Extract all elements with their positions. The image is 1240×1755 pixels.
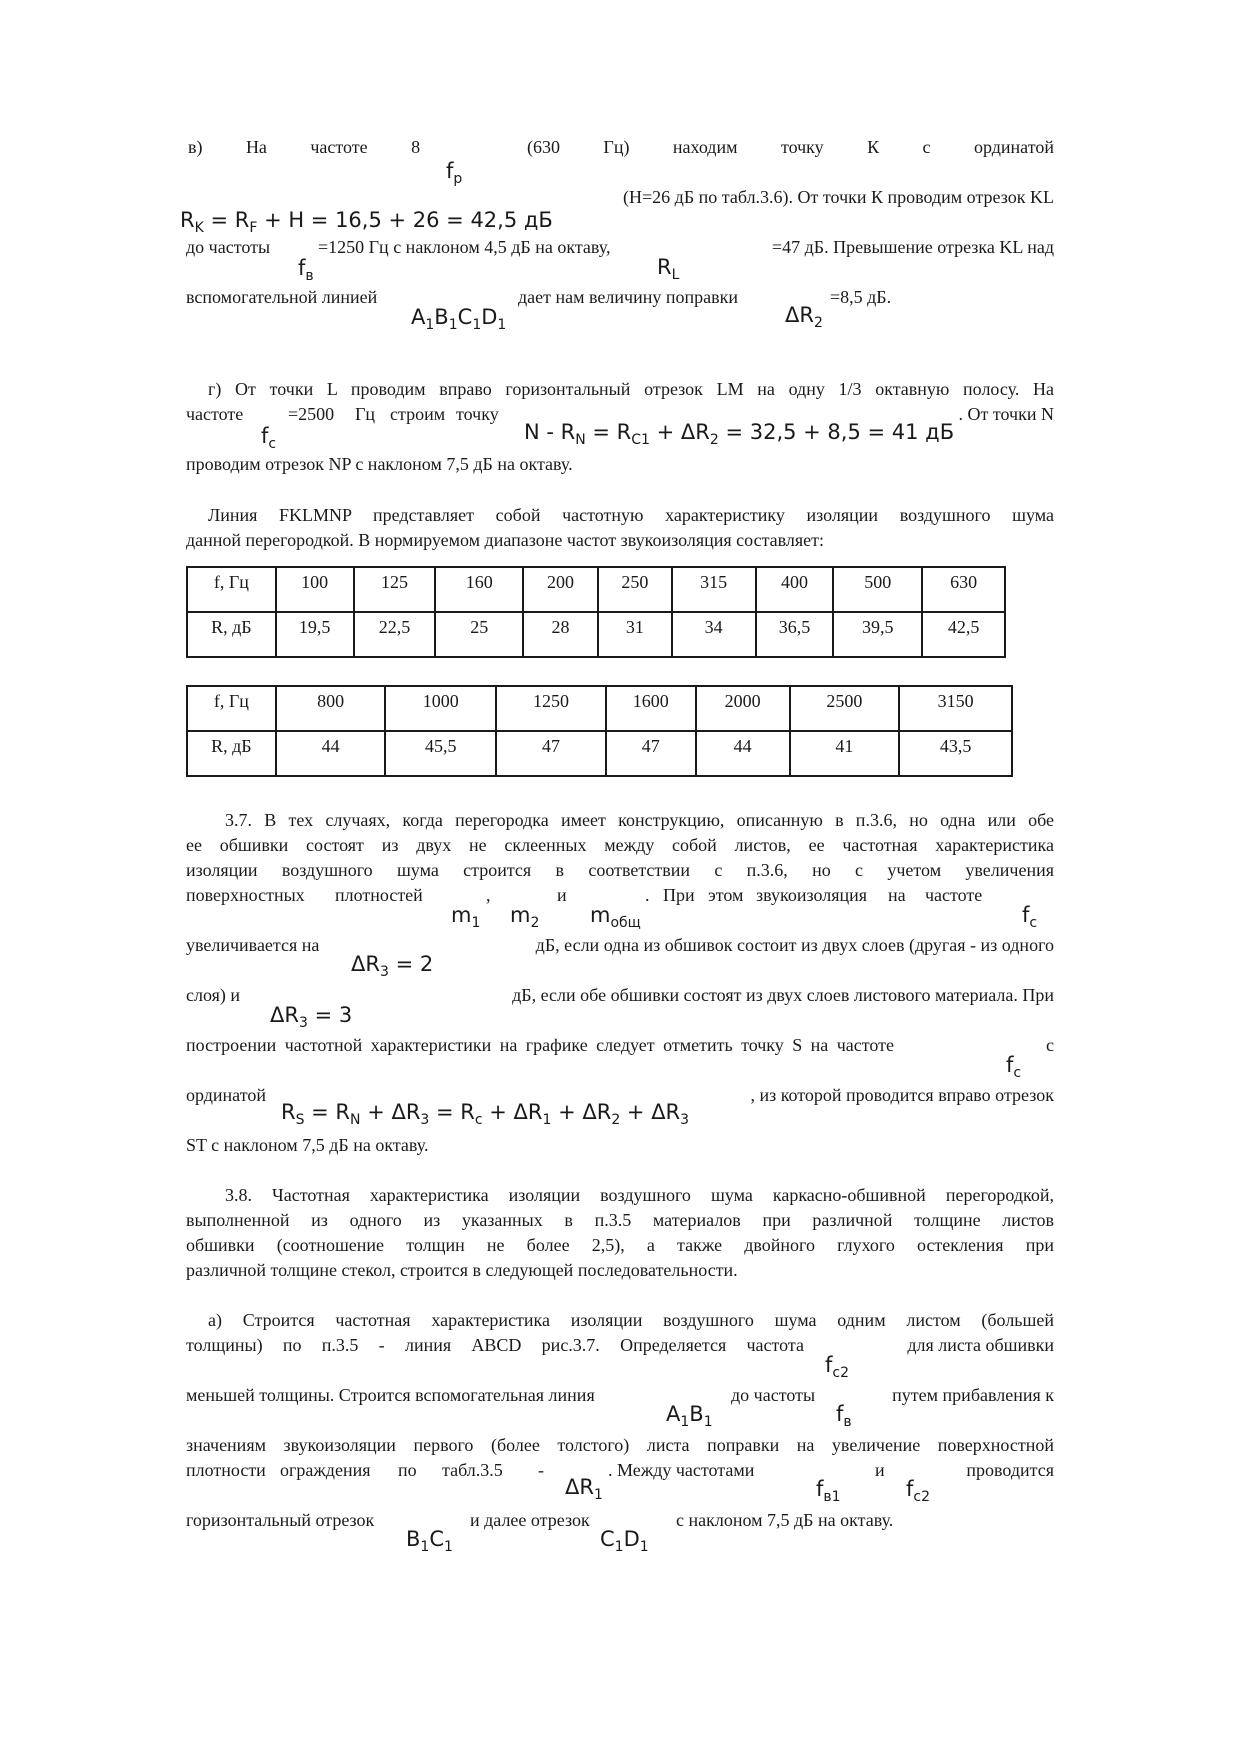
text: дает нам величину поправки [518, 287, 738, 307]
table-cell: 125 [354, 567, 436, 612]
table-cell: 42,5 [922, 612, 1005, 657]
word: поверхностных [186, 885, 305, 905]
table-cell: f, Гц [187, 686, 276, 731]
formula-rk: $R_K = R_F + H = 16,5 + 26 = 42,5$ дБ [180, 208, 553, 236]
word: ординатой [973, 137, 1054, 157]
para-v-line-1 [188, 135, 1054, 160]
para-g-line-3: проводим отрезок NP с наклоном 7,5 дБ на октаву. [186, 454, 573, 474]
word: с [922, 137, 931, 157]
formula-rl: $R_L$ [657, 255, 680, 283]
formula-b1c1: $B_1C_1$ [406, 1527, 453, 1555]
word: строим [390, 404, 446, 424]
text: путем прибавления к [892, 1385, 1054, 1405]
table-cell: f, Гц [187, 567, 276, 612]
formula-fc37: $f_c$ [1022, 903, 1038, 931]
text: до частоты [731, 1385, 816, 1405]
word: Гц) [603, 137, 630, 157]
word: частоте [925, 885, 983, 905]
text: увеличивается на [186, 935, 320, 955]
table-cell: 1000 [385, 686, 496, 731]
word: На [245, 137, 267, 157]
formula-fp: $f_р$ [446, 159, 463, 187]
word: =2500 [288, 404, 335, 424]
table-cell: 800 [276, 686, 386, 731]
word: этом [708, 885, 744, 905]
para-37-line-2: ее обшивки состоят из двух не склеенных между собой листов, ее частотная характеристика [186, 835, 1054, 855]
table-cell: R, дБ [187, 731, 276, 776]
word: точку [780, 137, 824, 157]
text: с [1046, 1035, 1054, 1055]
table-cell: 44 [276, 731, 386, 776]
word: плотности [186, 1460, 266, 1480]
table-row [187, 686, 1012, 731]
table-cell: 315 [672, 567, 756, 612]
text: , из которой проводится вправо отрезок [750, 1085, 1054, 1105]
table-cell: 44 [696, 731, 790, 776]
text: слоя) и [186, 985, 241, 1005]
para-38-line-1: 3.8. Частотная характеристика изоляции воздушного шума каркасно-обшивной перегородкой, [225, 1185, 1054, 1205]
table-cell: 19,5 [276, 612, 354, 657]
formula-fc: $f_c$ [261, 424, 277, 452]
formula-fc2b: $f_{c2}$ [906, 1477, 931, 1505]
word: , [486, 885, 491, 905]
formula-fc2: $f_{c2}$ [825, 1353, 850, 1381]
table-cell: 31 [598, 612, 672, 657]
text: меньшей толщины. Строится вспомогательная линия [186, 1385, 595, 1405]
para-g-line-1: г) От точки L проводим вправо горизонтальный отрезок LM на одну 1/3 октавную полосу. На [208, 379, 1054, 399]
formula-c1d1: $C_1D_1$ [600, 1527, 649, 1555]
text: =47 дБ. Превышение отрезка KL над [771, 237, 1054, 257]
word: на [888, 885, 906, 905]
word: 8 [411, 137, 421, 157]
text: вспомогательной линией [186, 287, 378, 307]
text: . От точки N [958, 404, 1054, 424]
formula-fv1: $f_{в1}$ [816, 1477, 841, 1505]
table-cell: 45,5 [385, 731, 496, 776]
formula-dr1: $\Delta R_1$ [565, 1475, 603, 1503]
table-2 [186, 685, 1013, 777]
text: . Между частотами [608, 1460, 755, 1480]
table-cell: 160 [435, 567, 523, 612]
para-37-line-9: ST с наклоном 7,5 дБ на октаву. [186, 1135, 429, 1155]
word: (630 [526, 137, 560, 157]
para-38-line-2: выполненной из одного из указанных в п.3.5 материалов при различной толщине листов [186, 1210, 1054, 1230]
word: находим [672, 137, 738, 157]
para-38-line-3: обшивки (соотношение толщин не более 2,5), а также двойного глухого остекления при [186, 1235, 1054, 1255]
word: ограждения [280, 1460, 371, 1480]
table-cell: 39,5 [833, 612, 922, 657]
formula-fv2: $f_в$ [836, 1402, 852, 1430]
table-row [187, 567, 1005, 612]
word: - [538, 1460, 544, 1480]
table-cell: 630 [922, 567, 1005, 612]
para-a-line-1: а) Строится частотная характеристика изоляции воздушного шума одним листом (большей [208, 1310, 1054, 1330]
text: ординатой [186, 1085, 266, 1105]
table-1 [186, 566, 1006, 658]
formula-fc37b: $f_c$ [1006, 1053, 1022, 1081]
text: дБ, если обе обшивки состоят из двух слоев листового материала. При [512, 985, 1054, 1005]
word: Гц [355, 404, 376, 424]
text: =8,5 дБ. [830, 287, 892, 307]
para-37-line-3: изоляции воздушного шума строится в соответствии с п.3.6, но с учетом увеличения [186, 860, 1054, 880]
para-a-line-4: значениям звукоизоляции первого (более толстого) листа поправки на увеличение поверхностной [186, 1435, 1054, 1455]
table-cell: 500 [833, 567, 922, 612]
table-cell: 25 [435, 612, 523, 657]
text: =1250 Гц с наклоном 4,5 дБ на октаву, [318, 237, 611, 257]
table-cell: 41 [790, 731, 900, 776]
table-cell: 3150 [899, 686, 1012, 731]
para-38-line-4: различной толщине стекол, строится в следующей последовательности. [186, 1260, 738, 1280]
text: дБ, если одна из обшивок состоит из двух слоев (другая - из одного [535, 935, 1054, 955]
formula-a1b1: $A_1B_1$ [666, 1402, 713, 1430]
table-cell: 250 [598, 567, 672, 612]
formula-dr2: $\Delta R_2$ [785, 303, 823, 331]
table-cell: 47 [496, 731, 606, 776]
text: до частоты [186, 237, 271, 257]
word: по [398, 1460, 417, 1480]
table-cell: 2000 [696, 686, 790, 731]
word: . [645, 885, 650, 905]
formula-m2: $m_2$ [510, 903, 540, 931]
table-cell: 400 [756, 567, 834, 612]
formula-nrn: $N - R_N = R_{C1} + \Delta R_2 = 32,5 + 8,5 = 41$ дБ [524, 420, 955, 448]
formula-dr3-3: $\Delta R_3 = 3$ [270, 1003, 353, 1031]
table-cell: 34 [672, 612, 756, 657]
table-cell: 28 [523, 612, 598, 657]
table-cell: 22,5 [354, 612, 436, 657]
para-line-1: Линия FKLMNP представляет собой частотную характеристику изоляции воздушного шума [208, 505, 1054, 525]
word: в) [188, 137, 203, 157]
table-cell: 43,5 [899, 731, 1012, 776]
text: построении частотной характеристики на графике следует отметить точку S на частоте [186, 1035, 894, 1055]
word: частоте [186, 404, 244, 424]
word: К [867, 137, 880, 157]
word: частоте [310, 137, 368, 157]
formula-fv: $f_в$ [298, 256, 314, 284]
table-cell: 2500 [790, 686, 900, 731]
table-cell: 1600 [606, 686, 696, 731]
text: и далее отрезок [470, 1510, 590, 1530]
word: и [557, 885, 567, 905]
word: проводится [966, 1460, 1054, 1480]
text: толщины) по п.3.5 - линия ABCD рис.3.7. Определяется частота [186, 1335, 804, 1355]
text: с наклоном 7,5 дБ на октаву. [676, 1510, 894, 1530]
word: и [875, 1460, 885, 1480]
table-cell: R, дБ [187, 612, 276, 657]
formula-m1: $m_1$ [451, 903, 481, 931]
formula-a1b1c1d1: $A_1B_1C_1D_1$ [411, 305, 507, 333]
word: табл.3.5 [442, 1460, 503, 1480]
table-cell: 1250 [496, 686, 606, 731]
text: для листа обшивки [907, 1335, 1054, 1355]
para-37-line-1: 3.7. В тех случаях, когда перегородка имеет конструкцию, описанную в п.3.6, но одна или обе [225, 810, 1054, 830]
table-cell: 36,5 [756, 612, 834, 657]
table-cell: 100 [276, 567, 354, 612]
text: горизонтальный отрезок [186, 1510, 375, 1530]
table-cell: 47 [606, 731, 696, 776]
word: точку [456, 404, 499, 424]
formula-mob: $m_{общ}$ [590, 903, 641, 931]
para-line-2: данной перегородкой. В нормируемом диапазоне частот звукоизоляция составляет: [186, 530, 825, 550]
word: звукоизоляция [756, 885, 868, 905]
formula-gap [464, 135, 484, 160]
word: плотностей [335, 885, 423, 905]
word: При [663, 885, 695, 905]
table-row [187, 612, 1005, 657]
formula-dr3-2: $\Delta R_3 = 2$ [351, 952, 434, 980]
table-cell: 200 [523, 567, 598, 612]
para-v-line-2: (Н=26 дБ по табл.3.6). От точки К проводим отрезок KL [623, 187, 1054, 207]
table-row [187, 731, 1012, 776]
formula-rs: $R_S = R_N + \Delta R_3 = R_c + \Delta R_1 + \Delta R_2 + \Delta R_3$ [281, 1100, 690, 1128]
